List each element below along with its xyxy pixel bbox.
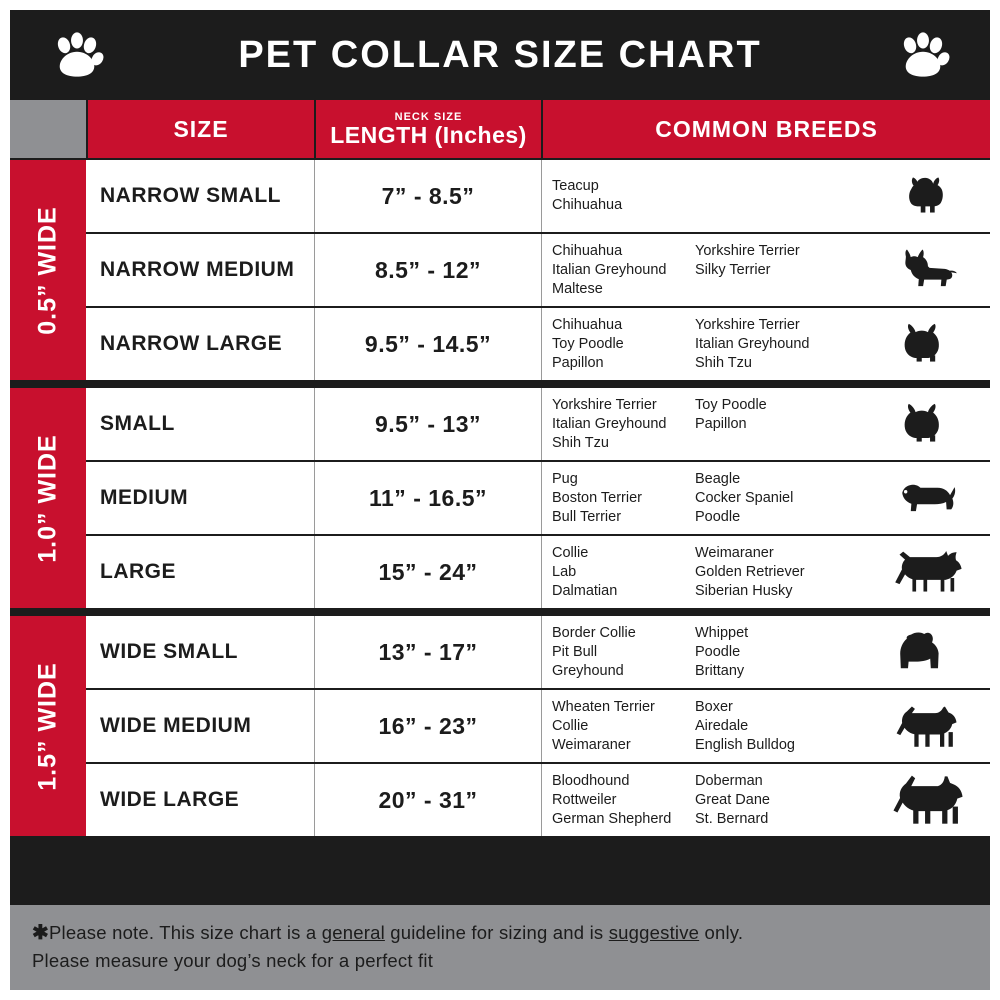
breed-item: Great Dane <box>695 791 770 808</box>
breed-column-2 <box>695 316 838 373</box>
group-standard <box>10 380 990 608</box>
breed-item: Collie <box>552 717 589 734</box>
breed-item: Beagle <box>695 470 741 487</box>
breed-column-2 <box>695 698 838 755</box>
table-row <box>86 306 990 380</box>
breed-column-2 <box>695 177 838 215</box>
breed-item: Boston Terrier <box>552 489 642 506</box>
breed-item: Yorkshire Terrier <box>695 242 800 259</box>
breed-column-1 <box>552 698 695 755</box>
breed-column-1 <box>552 544 695 601</box>
cell-size: WIDE LARGE <box>100 788 240 811</box>
footer-text-suggestive: suggestive <box>608 922 700 943</box>
paw-icon <box>50 28 104 82</box>
breed-item: Pit Bull <box>552 643 598 660</box>
breed-column-2 <box>695 544 838 601</box>
footer-text-c: guideline for sizing and is <box>384 922 609 943</box>
cell-size: NARROW SMALL <box>100 184 281 207</box>
breed-column-2 <box>695 242 838 299</box>
cell-breeds <box>541 462 990 534</box>
table-row <box>86 614 990 688</box>
cell-size: SMALL <box>100 412 175 435</box>
table-row <box>86 762 990 836</box>
breed-item: Shih Tzu <box>695 354 752 371</box>
cell-size: WIDE MEDIUM <box>100 714 252 737</box>
cell-breeds <box>541 160 990 232</box>
breed-item: Rottweiler <box>552 791 617 808</box>
table-row <box>86 158 990 232</box>
group-label-standard <box>10 388 86 608</box>
cell-length: 9.5” - 13” <box>314 388 541 460</box>
asterisk-icon: ✱ <box>32 922 49 944</box>
table-row <box>86 232 990 306</box>
breed-column-1 <box>552 396 695 453</box>
breed-item: Border Collie <box>552 624 636 641</box>
group-label-wide <box>10 616 86 836</box>
beagle-silhouette-icon <box>874 478 990 518</box>
breed-column-1 <box>552 316 695 373</box>
group-wide <box>10 608 990 836</box>
breed-column-1 <box>552 242 695 299</box>
cell-size: MEDIUM <box>100 486 189 509</box>
cell-breeds <box>541 308 990 380</box>
breed-column-2 <box>695 624 838 681</box>
breed-item: Airedale <box>695 717 749 734</box>
breed-item: Italian Greyhound <box>695 335 810 352</box>
footer-line-1 <box>32 919 968 947</box>
breed-item: Bloodhound <box>552 772 630 789</box>
breed-item: Pug <box>552 470 578 487</box>
cell-size: NARROW MEDIUM <box>100 258 295 281</box>
breed-item: Cocker Spaniel <box>695 489 794 506</box>
breed-item: Papillon <box>552 354 604 371</box>
breed-item: Weimaraner <box>695 544 774 561</box>
cell-breeds <box>541 616 990 688</box>
table-row <box>86 688 990 762</box>
group-label-text: 1.5” WIDE <box>33 661 62 791</box>
footer-text-e: only. <box>699 922 744 943</box>
column-header-length-main: LENGTH (Inches) <box>330 121 527 148</box>
breed-column-2 <box>695 772 838 829</box>
breed-column-1 <box>552 772 695 829</box>
group-rows-narrow <box>86 158 990 380</box>
group-label-text: 1.0” WIDE <box>33 433 62 563</box>
cell-length: 8.5” - 12” <box>314 234 541 306</box>
breed-item: Greyhound <box>552 662 624 679</box>
breed-item: Poodle <box>695 643 741 660</box>
cell-length: 7” - 8.5” <box>314 160 541 232</box>
column-header-length <box>314 100 541 158</box>
page-title: PET COLLAR SIZE CHART <box>238 33 762 76</box>
group-rows-wide <box>86 614 990 836</box>
breed-item: German Shepherd <box>552 810 672 827</box>
footer-text-a: Please note. This size chart is a <box>48 922 322 943</box>
doberman-silhouette-icon <box>874 775 990 825</box>
cell-length: 13” - 17” <box>314 616 541 688</box>
table-row <box>86 386 990 460</box>
papillon-silhouette-icon <box>874 323 990 365</box>
breed-item: Lab <box>552 563 577 580</box>
column-header-length-sub: NECK SIZE <box>394 110 463 123</box>
footer-text-general: general <box>321 922 385 943</box>
table-row <box>86 460 990 534</box>
footer-line-2: Please measure your dog’s neck for a perfect fit <box>32 950 434 971</box>
boxer-silhouette-icon <box>874 704 990 748</box>
group-rows-standard <box>86 386 990 608</box>
chart-header <box>10 10 990 100</box>
table-header-row <box>10 100 990 158</box>
breed-item: Bull Terrier <box>552 508 622 525</box>
breed-item: Whippet <box>695 624 749 641</box>
breed-column-1 <box>552 177 695 215</box>
breed-column-2 <box>695 470 838 527</box>
breed-item: Papillon <box>695 415 747 432</box>
breed-item: Boxer <box>695 698 733 715</box>
paw-icon <box>896 28 950 82</box>
breed-item: English Bulldog <box>695 736 795 753</box>
cell-breeds <box>541 388 990 460</box>
breed-item: St. Bernard <box>695 810 769 827</box>
breed-item: Siberian Husky <box>695 582 793 599</box>
papillon-silhouette-icon <box>874 403 990 445</box>
cell-size: NARROW LARGE <box>100 332 283 355</box>
breed-item: Chihuahua <box>552 316 623 333</box>
breed-item: Yorkshire Terrier <box>552 396 657 413</box>
breed-item: Maltese <box>552 280 603 297</box>
cell-size: LARGE <box>100 560 176 583</box>
cell-length: 20” - 31” <box>314 764 541 836</box>
cell-breeds <box>541 234 990 306</box>
size-table <box>10 100 990 899</box>
breed-item: Italian Greyhound <box>552 261 667 278</box>
cell-length: 11” - 16.5” <box>314 462 541 534</box>
breed-column-1 <box>552 624 695 681</box>
breed-item: Italian Greyhound <box>552 415 667 432</box>
breed-item: Toy Poodle <box>552 335 624 352</box>
breed-item: Doberman <box>695 772 763 789</box>
chart-inner <box>10 10 990 990</box>
bulldog-silhouette-icon <box>874 631 990 673</box>
breed-item: Poodle <box>695 508 741 525</box>
cell-length: 15” - 24” <box>314 536 541 608</box>
breed-item: Collie <box>552 544 589 561</box>
breed-item: Chihuahua <box>552 242 623 259</box>
breed-item: Chihuahua <box>552 197 623 213</box>
footer-note <box>10 899 990 990</box>
breed-item: Brittany <box>695 662 745 679</box>
column-header-breeds: COMMON BREEDS <box>541 100 990 158</box>
chihuahua-silhouette-icon <box>874 249 990 292</box>
breed-item: Weimaraner <box>552 736 631 753</box>
breed-item: Toy Poodle <box>695 396 767 413</box>
cell-length: 16” - 23” <box>314 690 541 762</box>
breed-column-2 <box>695 396 838 453</box>
breed-item: Shih Tzu <box>552 434 609 451</box>
cell-breeds <box>541 690 990 762</box>
group-label-narrow <box>10 160 86 380</box>
breed-item: Yorkshire Terrier <box>695 316 800 333</box>
group-narrow <box>10 158 990 380</box>
breed-item: Wheaten Terrier <box>552 698 655 715</box>
table-header-corner <box>10 100 86 158</box>
breed-item: Teacup <box>552 178 599 194</box>
table-row <box>86 534 990 608</box>
breed-item: Silky Terrier <box>695 261 771 278</box>
cell-length: 9.5” - 14.5” <box>314 308 541 380</box>
breed-column-1 <box>552 470 695 527</box>
retriever-silhouette-icon <box>874 551 990 594</box>
cell-size: WIDE SMALL <box>100 640 238 663</box>
cell-breeds <box>541 536 990 608</box>
group-label-text: 0.5” WIDE <box>33 205 62 335</box>
cell-breeds <box>541 764 990 836</box>
breed-item: Golden Retriever <box>695 563 805 580</box>
breed-item: Dalmatian <box>552 582 618 599</box>
column-header-size: SIZE <box>86 100 314 158</box>
yorkie-silhouette-icon <box>874 175 990 217</box>
